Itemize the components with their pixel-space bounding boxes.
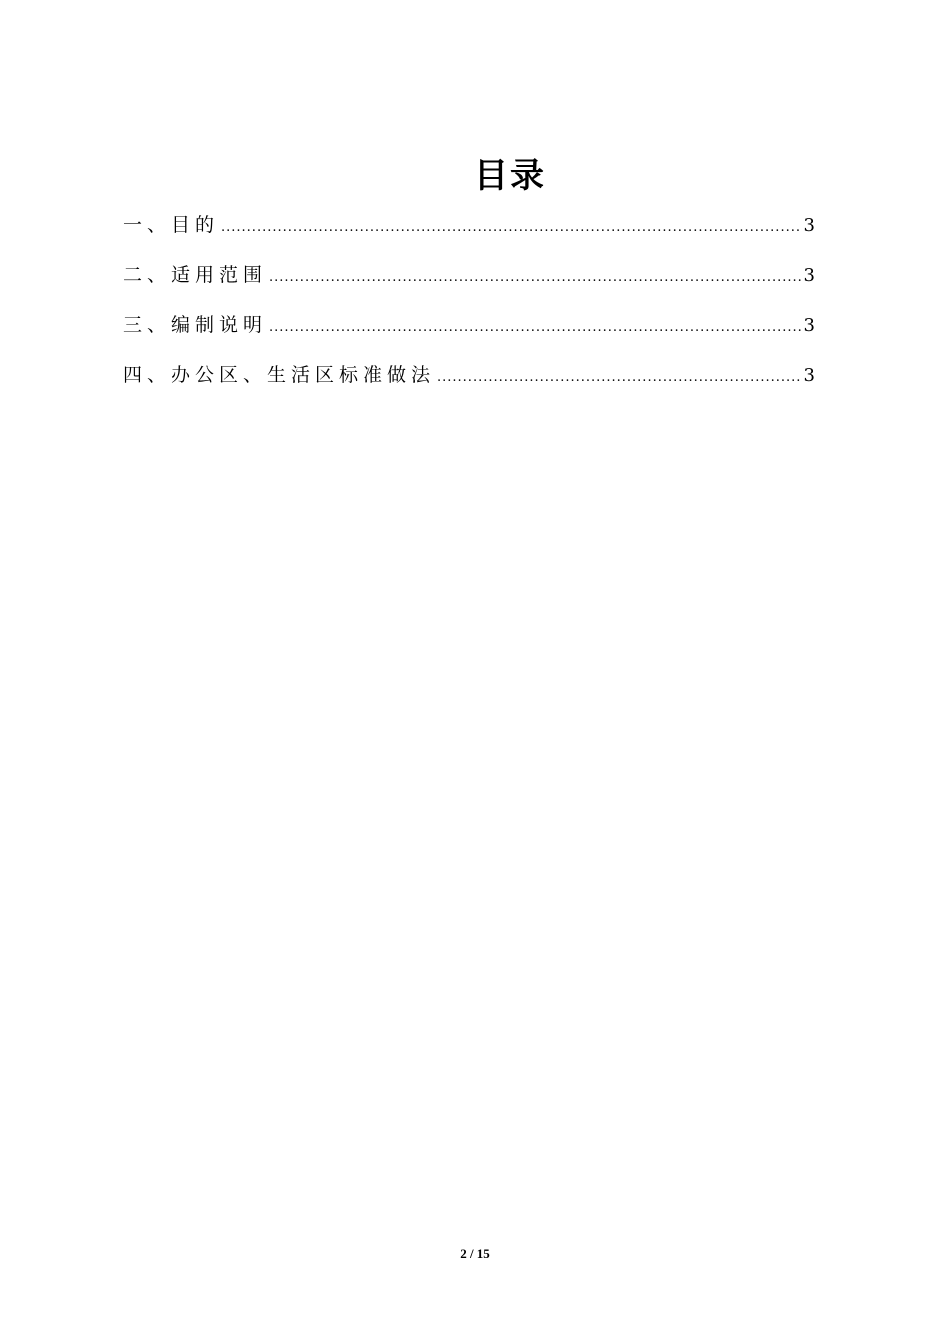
toc-entry-label: 一、目的 [123, 214, 220, 236]
toc-title: 目录 [474, 156, 546, 196]
toc-list [123, 210, 815, 410]
toc-entry[interactable] [123, 310, 815, 360]
toc-entry-page: 3 [803, 215, 815, 236]
toc-entry[interactable] [123, 260, 815, 310]
toc-entry-label: 三、编制说明 [123, 314, 268, 336]
toc-entry-label: 四、办公区、生活区标准做法 [123, 364, 436, 386]
page-footer-indicator: 2 / 15 [460, 1246, 490, 1261]
toc-entry-label: 二、适用范围 [123, 264, 268, 286]
toc-leader-dots [269, 270, 802, 285]
toc-leader-dots [221, 220, 802, 235]
toc-entry-page: 3 [803, 315, 815, 336]
toc-entry[interactable] [123, 210, 815, 260]
toc-leader-dots [269, 320, 802, 335]
toc-entry-page: 3 [803, 265, 815, 286]
toc-entry-page: 3 [803, 365, 815, 386]
toc-leader-dots [437, 370, 802, 385]
toc-entry[interactable] [123, 360, 815, 410]
